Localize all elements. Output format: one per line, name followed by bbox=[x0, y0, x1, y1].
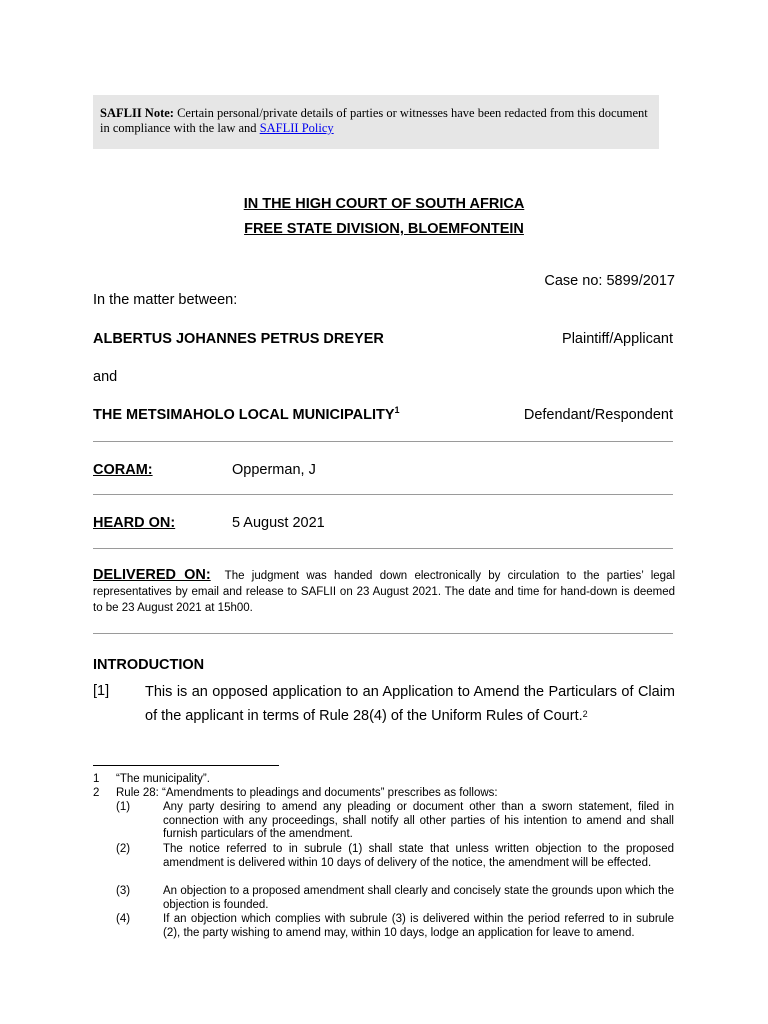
divider bbox=[93, 441, 673, 442]
footnote-2-text: Rule 28: “Amendments to pleadings and documents” prescribes as follows: bbox=[116, 787, 498, 799]
defendant-name bbox=[93, 407, 400, 423]
footnote-1-text: “The municipality”. bbox=[116, 773, 210, 785]
divider bbox=[93, 633, 673, 634]
division-title: FREE STATE DIVISION, BLOEMFONTEIN bbox=[244, 221, 524, 237]
delivered-block bbox=[93, 567, 675, 616]
introduction-heading: INTRODUCTION bbox=[93, 657, 205, 673]
delivered-text: The judgment was handed down electronically by circulation to the parties’ legal representatives by email and release to SAFLII on 23 August 2021. The date and time for hand-down is deemed to be 23 August 2021 at 15h00. bbox=[93, 570, 676, 614]
and-text: and bbox=[93, 369, 118, 385]
subrule-number: (3) bbox=[116, 885, 131, 897]
divider bbox=[93, 494, 673, 495]
footnote-ref-1[interactable]: 1 bbox=[394, 405, 400, 415]
subrule-number: (1) bbox=[116, 801, 131, 813]
saflii-note bbox=[93, 95, 659, 149]
note-text: Certain personal/private details of parties or witnesses have been redacted from this document in compliance with the law and bbox=[100, 106, 648, 135]
footnote-2-number: 2 bbox=[93, 787, 100, 799]
subrule-number: (2) bbox=[116, 843, 131, 855]
subrule-text: Any party desiring to amend any pleading or document other than a sworn statement, filed in connection with any proceedings, shall notify all other parties of his intention to amend and shall furnish particulars of the amendment. bbox=[163, 801, 674, 840]
footnote-ref-2[interactable]: 2 bbox=[582, 709, 588, 719]
matter-between: In the matter between: bbox=[93, 292, 238, 308]
subrule-text: An objection to a proposed amendment shall clearly and concisely state the grounds upon which the objection is founded. bbox=[163, 885, 674, 911]
divider bbox=[93, 548, 673, 549]
heard-label: HEARD ON: bbox=[93, 515, 176, 531]
paragraph-1 bbox=[145, 680, 675, 728]
case-number: Case no: 5899/2017 bbox=[544, 273, 675, 289]
footnote-separator bbox=[93, 765, 279, 766]
saflii-policy-link[interactable]: SAFLII Policy bbox=[259, 121, 334, 135]
heard-value: 5 August 2021 bbox=[232, 515, 325, 531]
note-label: SAFLII Note: bbox=[100, 106, 174, 120]
court-title: IN THE HIGH COURT OF SOUTH AFRICA bbox=[243, 196, 525, 212]
plaintiff-role: Plaintiff/Applicant bbox=[562, 331, 673, 347]
coram-value: Opperman, J bbox=[232, 462, 316, 478]
defendant-role: Defendant/Respondent bbox=[523, 407, 673, 423]
subrule-number: (4) bbox=[116, 913, 131, 925]
subrule-text: The notice referred to in subrule (1) shall state that unless written objection to the proposed amendment is delivered within 10 days of delivery of the notice, the amendment will be effected. bbox=[163, 843, 674, 869]
paragraph-number: [1] bbox=[93, 683, 110, 699]
paragraph-1-text: This is an opposed application to an Application to Amend the Particulars of Claim of the applicant in terms of Rule 28(4) of the Uniform Rules of Court. bbox=[145, 684, 675, 724]
delivered-label: DELIVERED ON: bbox=[93, 567, 211, 583]
coram-label: CORAM: bbox=[93, 462, 153, 478]
defendant-name-text: THE METSIMAHOLO LOCAL MUNICIPALITY bbox=[93, 407, 395, 423]
plaintiff-name: ALBERTUS JOHANNES PETRUS DREYER bbox=[93, 331, 384, 347]
subrule-text: If an objection which complies with subrule (3) is delivered within the period referred to in subrule (2), the party wishing to amend may, within 10 days, lodge an application for leave to amend. bbox=[163, 913, 674, 939]
footnote-1-number: 1 bbox=[93, 773, 100, 785]
